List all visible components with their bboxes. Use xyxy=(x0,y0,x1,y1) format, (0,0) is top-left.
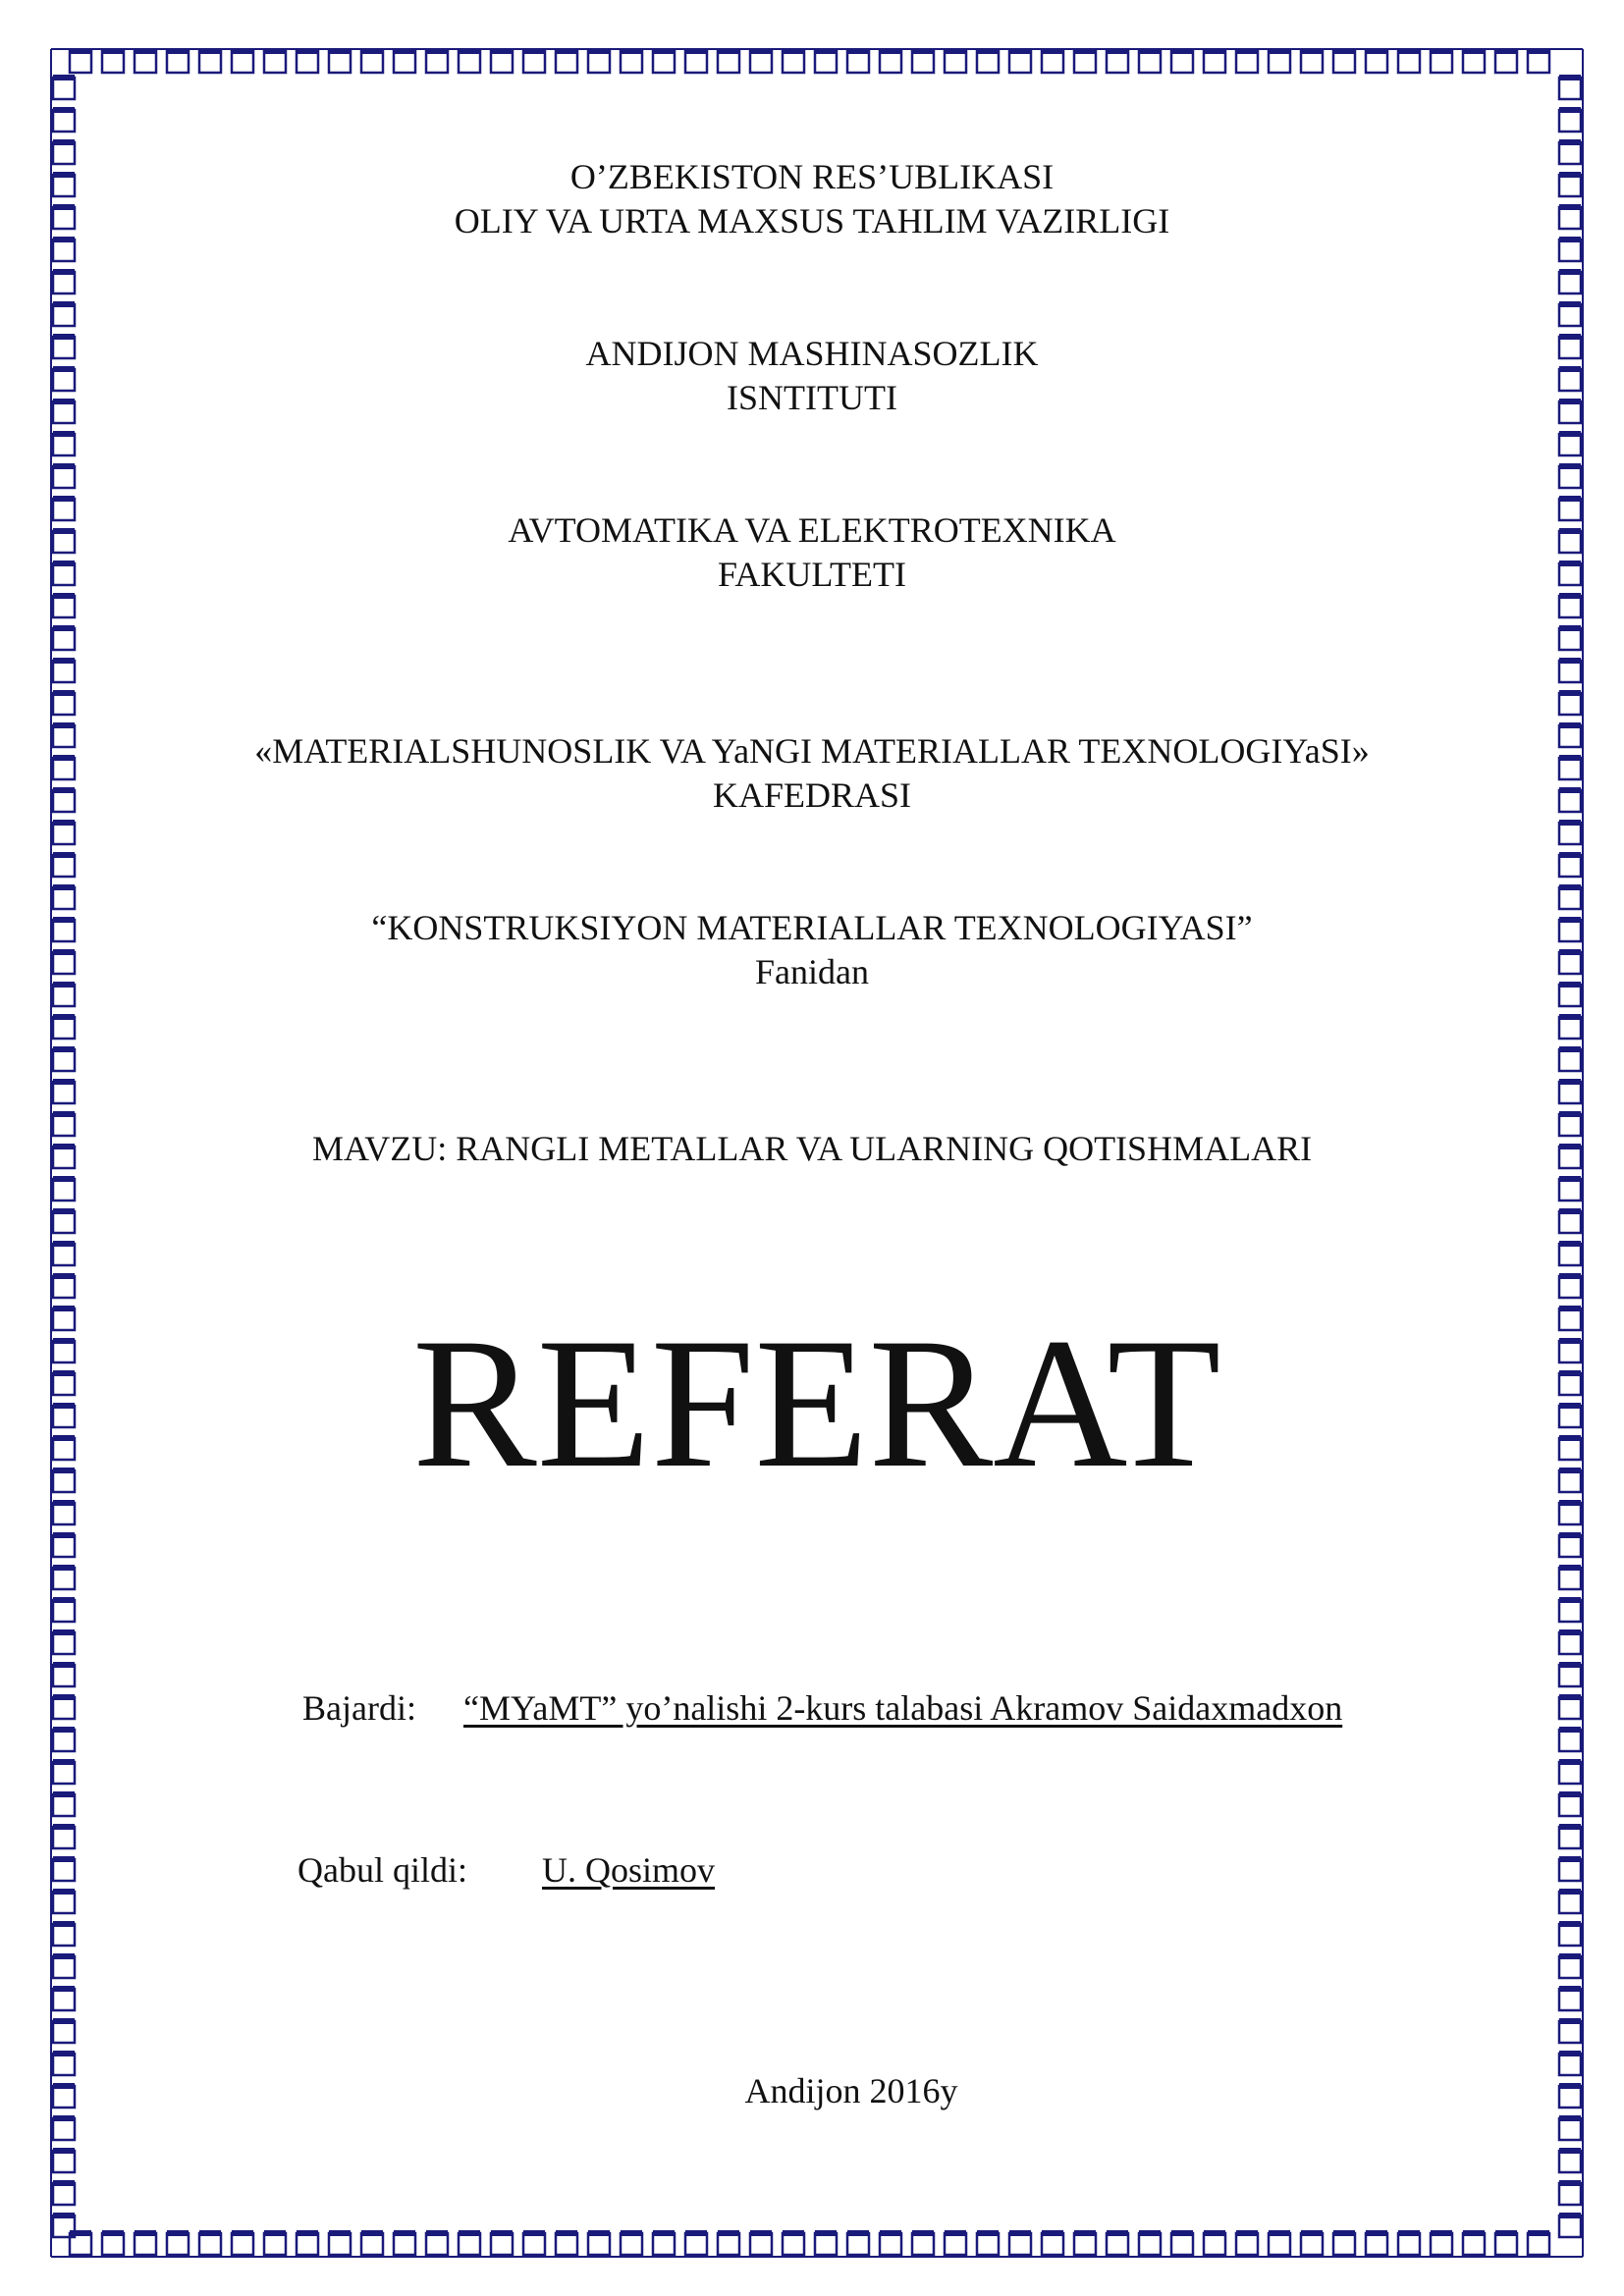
republic-heading: O’ZBEKISTON RES’UBLIKASI xyxy=(569,157,1055,196)
document-title: REFERAT xyxy=(412,1301,1221,1507)
subject-label: Fanidan xyxy=(755,952,869,991)
topic-line: MAVZU: RANGLI METALLAR VA ULARNING QOTISHMALARI xyxy=(311,1129,1313,1168)
reviewer-label: Qabul qildi: xyxy=(298,1850,467,1890)
faculty-name: AVTOMATIKA VA ELEKTROTEXNIKA xyxy=(508,510,1116,550)
ministry-heading: OLIY VA URTA MAXSUS TAHLIM VAZIRLIGI xyxy=(454,201,1170,240)
performer-value: “MYaMT” yo’nalishi 2-kurs talabasi Akramov Saidaxmadxon xyxy=(463,1688,1343,1728)
department-label: KAFEDRASI xyxy=(712,775,912,815)
reviewer-value: U. Qosimov xyxy=(542,1850,716,1890)
institute-name: ANDIJON MASHINASOZLIK xyxy=(585,334,1039,373)
place-and-year: Andijon 2016y xyxy=(744,2071,958,2110)
department-name: «MATERIALSHUNOSLIK VA YaNGI MATERIALLAR TEXNOLOGIYaSI» xyxy=(254,731,1370,771)
subject-name: “KONSTRUKSIYON MATERIALLAR TEXNOLOGIYASI” xyxy=(371,908,1253,947)
institute-name-continued: ISNTITUTI xyxy=(727,378,897,417)
faculty-label: FAKULTETI xyxy=(718,555,906,594)
performer-label: Bajardi: xyxy=(302,1688,416,1728)
